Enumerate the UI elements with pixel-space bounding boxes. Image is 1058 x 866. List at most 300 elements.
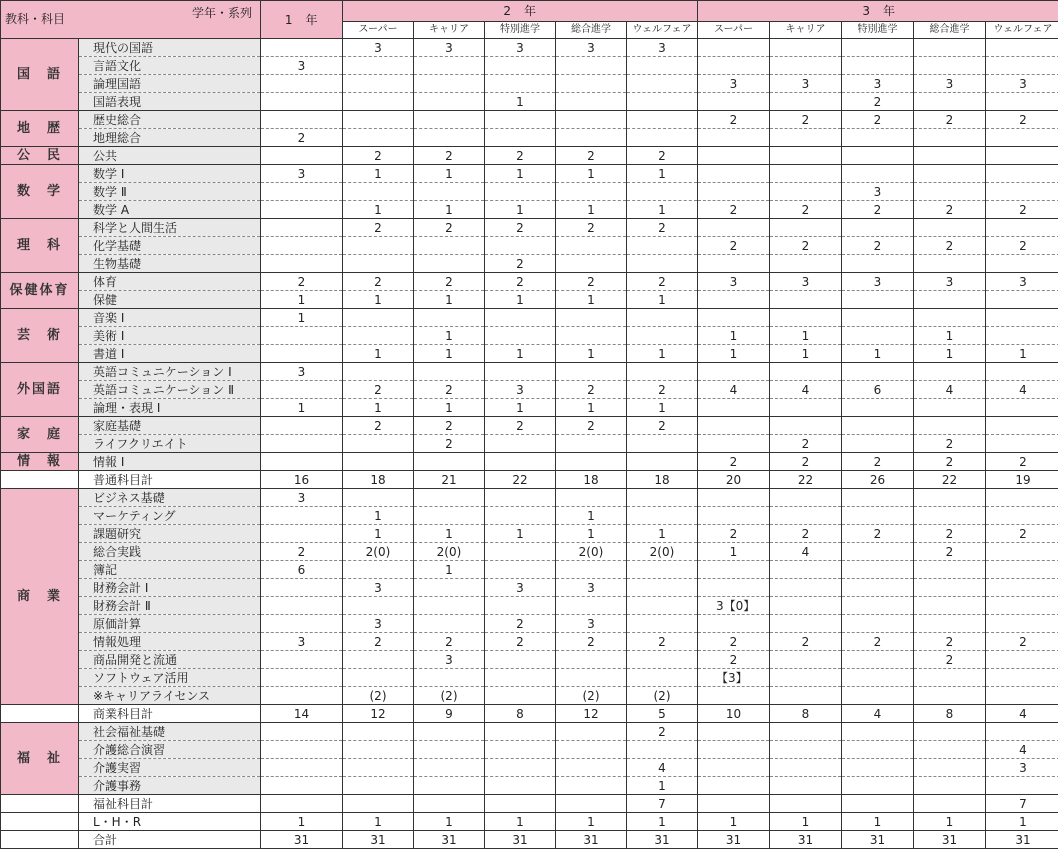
course-header: 総合進学 [914, 22, 986, 39]
hours-cell [770, 93, 842, 111]
hours-cell [414, 669, 485, 687]
hours-cell: 2 [842, 453, 914, 471]
table-row [1, 741, 1058, 759]
hours-cell [261, 255, 343, 273]
total-cell: 31 [343, 831, 414, 849]
total-cell: 1 [556, 813, 627, 831]
subject-cell: 音楽 Ⅰ [79, 309, 261, 327]
hours-cell [261, 327, 343, 345]
hours-cell: 2 [627, 417, 698, 435]
total-cell: 22 [770, 471, 842, 489]
hours-cell: 4 [770, 381, 842, 399]
hours-cell [842, 579, 914, 597]
hours-cell: 2 [556, 633, 627, 651]
curriculum-body [1, 39, 1058, 849]
hours-cell [485, 75, 556, 93]
hours-cell: 1 [485, 345, 556, 363]
subject-cell: 財務会計 Ⅰ [79, 579, 261, 597]
hours-cell [261, 39, 343, 57]
hours-cell [698, 39, 770, 57]
hours-cell: 3 [485, 39, 556, 57]
hours-cell [627, 129, 698, 147]
hours-cell: 2 [343, 417, 414, 435]
subject-cell: 原価計算 [79, 615, 261, 633]
hours-cell: 4 [986, 741, 1058, 759]
hours-cell: 2 [698, 201, 770, 219]
hours-cell [556, 489, 627, 507]
hours-cell [485, 237, 556, 255]
hours-cell [627, 327, 698, 345]
hours-cell [914, 39, 986, 57]
hours-cell: (2) [556, 687, 627, 705]
hours-cell: 3 [698, 75, 770, 93]
hours-cell [914, 417, 986, 435]
hours-cell [261, 597, 343, 615]
hours-cell [986, 219, 1058, 237]
hours-cell [842, 687, 914, 705]
hours-cell [914, 363, 986, 381]
hours-cell [556, 75, 627, 93]
total-cell: 31 [627, 831, 698, 849]
subject-cell: 科学と人間生活 [79, 219, 261, 237]
hours-cell [986, 183, 1058, 201]
hours-cell [556, 453, 627, 471]
category-cell: 情 報 [1, 453, 79, 471]
table-row [1, 615, 1058, 633]
category-cell: 福 祉 [1, 723, 79, 795]
hours-cell [698, 741, 770, 759]
hours-cell [627, 237, 698, 255]
hours-cell: 3 [261, 165, 343, 183]
hours-cell [698, 129, 770, 147]
hours-cell: 1 [414, 345, 485, 363]
hours-cell [842, 777, 914, 795]
hours-cell: 3 [556, 615, 627, 633]
hours-cell: 1 [414, 561, 485, 579]
table-row [1, 237, 1058, 255]
hours-cell [986, 165, 1058, 183]
hours-cell [770, 291, 842, 309]
hours-cell [556, 93, 627, 111]
hours-cell [842, 543, 914, 561]
year3-header: 3 年 [698, 1, 1058, 22]
hours-cell: 2 [914, 201, 986, 219]
category-cell: 地 歴 [1, 111, 79, 147]
hours-cell: 1 [627, 777, 698, 795]
table-row [1, 129, 1058, 147]
hours-cell: 2 [627, 381, 698, 399]
table-row [1, 723, 1058, 741]
table-row [1, 399, 1058, 417]
hours-cell: 4 [627, 759, 698, 777]
hours-cell [627, 93, 698, 111]
hours-cell [485, 453, 556, 471]
hours-cell: 2(0) [627, 543, 698, 561]
total-cell: 26 [842, 471, 914, 489]
hours-cell: 2 [343, 219, 414, 237]
hours-cell [343, 741, 414, 759]
hours-cell [770, 57, 842, 75]
grade-header-label: 学年・系列 [191, 6, 252, 20]
hours-cell [343, 777, 414, 795]
hours-cell [261, 687, 343, 705]
hours-cell: 2 [485, 615, 556, 633]
hours-cell [414, 489, 485, 507]
subject-cell: 課題研究 [79, 525, 261, 543]
hours-cell [914, 687, 986, 705]
total-cell: 1 [414, 813, 485, 831]
total-cell: 8 [485, 705, 556, 723]
hours-cell [914, 615, 986, 633]
hours-cell: 3 [414, 39, 485, 57]
hours-cell: 1 [343, 345, 414, 363]
table-row [1, 633, 1058, 651]
hours-cell [261, 219, 343, 237]
hours-cell: 2 [485, 147, 556, 165]
total-cell: 22 [485, 471, 556, 489]
hours-cell: 2 [556, 219, 627, 237]
table-row [1, 165, 1058, 183]
hours-cell [556, 111, 627, 129]
hours-cell [627, 507, 698, 525]
hours-cell [986, 363, 1058, 381]
hours-cell [261, 111, 343, 129]
hours-cell: 1 [485, 201, 556, 219]
total-row [1, 831, 1058, 849]
table-row [1, 543, 1058, 561]
hours-cell [914, 183, 986, 201]
hours-cell: 2 [770, 525, 842, 543]
total-cell: 8 [914, 705, 986, 723]
hours-cell: 1 [627, 291, 698, 309]
hours-cell: 1 [485, 399, 556, 417]
hours-cell: 1 [627, 399, 698, 417]
hours-cell [261, 183, 343, 201]
hours-cell [698, 363, 770, 381]
hours-cell [914, 129, 986, 147]
corner-header [1, 1, 261, 39]
total-cell: 22 [914, 471, 986, 489]
subject-cell: 言語文化 [79, 57, 261, 75]
hours-cell [261, 435, 343, 453]
course-header: キャリア [414, 22, 485, 39]
hours-cell [343, 489, 414, 507]
hours-cell [343, 93, 414, 111]
hours-cell: 1 [343, 507, 414, 525]
hours-cell [414, 57, 485, 75]
hours-cell [414, 723, 485, 741]
subject-cell: 総合実践 [79, 543, 261, 561]
hours-cell: 2 [986, 453, 1058, 471]
total-spacer [1, 795, 79, 813]
table-row [1, 417, 1058, 435]
hours-cell: 1 [770, 327, 842, 345]
hours-cell: 2 [986, 237, 1058, 255]
hours-cell [261, 201, 343, 219]
hours-cell [261, 651, 343, 669]
hours-cell [485, 651, 556, 669]
hours-cell [914, 669, 986, 687]
subject-cell: 情報処理 [79, 633, 261, 651]
table-row [1, 255, 1058, 273]
hours-cell [914, 723, 986, 741]
hours-cell: 1 [485, 165, 556, 183]
total-label: L・H・R [79, 813, 261, 831]
hours-cell [698, 255, 770, 273]
hours-cell [770, 615, 842, 633]
hours-cell: 2 [698, 651, 770, 669]
hours-cell: 2 [343, 633, 414, 651]
total-cell: 18 [627, 471, 698, 489]
hours-cell [556, 723, 627, 741]
hours-cell [914, 759, 986, 777]
total-cell: 1 [343, 813, 414, 831]
hours-cell [770, 777, 842, 795]
hours-cell [770, 39, 842, 57]
hours-cell [986, 669, 1058, 687]
hours-cell [261, 777, 343, 795]
hours-cell: 2 [698, 453, 770, 471]
total-cell: 5 [627, 705, 698, 723]
hours-cell [627, 579, 698, 597]
hours-cell [627, 363, 698, 381]
hours-cell [842, 507, 914, 525]
hours-cell [914, 219, 986, 237]
hours-cell: 1 [914, 345, 986, 363]
total-spacer [1, 813, 79, 831]
hours-cell [261, 525, 343, 543]
subject-cell: 生物基礎 [79, 255, 261, 273]
hours-cell [914, 165, 986, 183]
hours-cell: 3 [261, 363, 343, 381]
hours-cell: 1 [556, 291, 627, 309]
hours-cell [698, 183, 770, 201]
hours-cell [986, 489, 1058, 507]
table-row [1, 579, 1058, 597]
hours-cell: 2 [414, 147, 485, 165]
hours-cell [914, 147, 986, 165]
hours-cell: 2 [343, 381, 414, 399]
total-cell: 12 [343, 705, 414, 723]
subject-cell: 保健 [79, 291, 261, 309]
hours-cell [627, 561, 698, 579]
total-row [1, 795, 1058, 813]
hours-cell: 2 [914, 111, 986, 129]
total-cell: 4 [986, 705, 1058, 723]
hours-cell [842, 759, 914, 777]
table-row [1, 183, 1058, 201]
hours-cell: (2) [414, 687, 485, 705]
total-cell: 31 [261, 831, 343, 849]
hours-cell [842, 165, 914, 183]
hours-cell: 1 [343, 165, 414, 183]
hours-cell: 2 [986, 111, 1058, 129]
hours-cell [770, 669, 842, 687]
total-cell: 1 [842, 813, 914, 831]
hours-cell [698, 309, 770, 327]
hours-cell [698, 579, 770, 597]
table-row [1, 435, 1058, 453]
hours-cell: 2 [986, 525, 1058, 543]
total-cell: 7 [627, 795, 698, 813]
hours-cell: 1 [343, 201, 414, 219]
total-cell: 1 [986, 813, 1058, 831]
hours-cell [343, 723, 414, 741]
hours-cell: 1 [556, 507, 627, 525]
hours-cell [770, 165, 842, 183]
table-row [1, 381, 1058, 399]
hours-cell: 1 [698, 327, 770, 345]
hours-cell [914, 561, 986, 579]
hours-cell [343, 327, 414, 345]
total-cell: 1 [485, 813, 556, 831]
hours-cell [556, 183, 627, 201]
hours-cell [986, 39, 1058, 57]
hours-cell [770, 363, 842, 381]
hours-cell [556, 597, 627, 615]
hours-cell [485, 741, 556, 759]
hours-cell [261, 147, 343, 165]
hours-cell [698, 687, 770, 705]
subject-cell: 数学 A [79, 201, 261, 219]
hours-cell: 【3】 [698, 669, 770, 687]
total-cell [343, 795, 414, 813]
subject-cell: 介護実習 [79, 759, 261, 777]
hours-cell: 2 [770, 111, 842, 129]
hours-cell [986, 615, 1058, 633]
hours-cell [842, 597, 914, 615]
hours-cell [986, 327, 1058, 345]
hours-cell [698, 777, 770, 795]
hours-cell: 1 [414, 165, 485, 183]
hours-cell [770, 687, 842, 705]
total-cell: 7 [986, 795, 1058, 813]
hours-cell [343, 129, 414, 147]
hours-cell [698, 435, 770, 453]
hours-cell [698, 489, 770, 507]
hours-cell [261, 453, 343, 471]
hours-cell: 3 [914, 75, 986, 93]
hours-cell [914, 291, 986, 309]
hours-cell [842, 363, 914, 381]
subject-cell: 家庭基礎 [79, 417, 261, 435]
hours-cell [842, 147, 914, 165]
total-spacer [1, 471, 79, 489]
hours-cell [627, 435, 698, 453]
hours-cell [261, 669, 343, 687]
hours-cell: 2 [770, 201, 842, 219]
hours-cell: 1 [414, 291, 485, 309]
hours-cell [414, 777, 485, 795]
hours-cell: 4 [986, 381, 1058, 399]
subject-cell: マーケティング [79, 507, 261, 525]
hours-cell [770, 651, 842, 669]
hours-cell [914, 399, 986, 417]
total-cell [556, 795, 627, 813]
hours-cell [414, 741, 485, 759]
total-cell: 16 [261, 471, 343, 489]
total-cell: 12 [556, 705, 627, 723]
subject-cell: ※キャリアライセンス [79, 687, 261, 705]
table-row [1, 345, 1058, 363]
hours-cell: 1 [556, 525, 627, 543]
hours-cell [414, 759, 485, 777]
hours-cell: 3 [485, 579, 556, 597]
hours-cell [770, 417, 842, 435]
hours-cell [842, 327, 914, 345]
hours-cell [698, 561, 770, 579]
total-cell [698, 795, 770, 813]
hours-cell: 2 [627, 633, 698, 651]
hours-cell: 2 [485, 219, 556, 237]
category-cell: 国 語 [1, 39, 79, 111]
hours-cell: 2 [698, 525, 770, 543]
table-row [1, 669, 1058, 687]
hours-cell: 2 [556, 147, 627, 165]
subject-cell: 地理総合 [79, 129, 261, 147]
hours-cell [485, 597, 556, 615]
hours-cell [343, 759, 414, 777]
hours-cell [914, 507, 986, 525]
hours-cell [414, 615, 485, 633]
hours-cell [770, 507, 842, 525]
hours-cell: 1 [343, 525, 414, 543]
hours-cell: 3 [842, 75, 914, 93]
hours-cell: 4 [770, 543, 842, 561]
hours-cell: 1 [556, 201, 627, 219]
table-row [1, 777, 1058, 795]
hours-cell: 3 [986, 273, 1058, 291]
hours-cell [842, 309, 914, 327]
hours-cell [770, 309, 842, 327]
table-row [1, 597, 1058, 615]
hours-cell: 3【0】 [698, 597, 770, 615]
hours-cell [627, 183, 698, 201]
total-cell [414, 795, 485, 813]
hours-cell [770, 255, 842, 273]
category-cell: 芸 術 [1, 309, 79, 363]
hours-cell [842, 219, 914, 237]
hours-cell: 6 [842, 381, 914, 399]
hours-cell: 3 [986, 75, 1058, 93]
total-spacer [1, 705, 79, 723]
hours-cell [914, 777, 986, 795]
hours-cell [914, 489, 986, 507]
hours-cell: 2 [770, 453, 842, 471]
hours-cell: 1 [556, 165, 627, 183]
hours-cell [556, 651, 627, 669]
hours-cell: 3 [261, 633, 343, 651]
subject-cell: 財務会計 Ⅱ [79, 597, 261, 615]
hours-cell [261, 723, 343, 741]
hours-cell [770, 579, 842, 597]
hours-cell [842, 417, 914, 435]
category-cell: 家 庭 [1, 417, 79, 453]
total-cell: 1 [914, 813, 986, 831]
hours-cell: 4 [914, 381, 986, 399]
hours-cell: 2 [414, 633, 485, 651]
hours-cell: 2 [914, 543, 986, 561]
total-cell: 14 [261, 705, 343, 723]
course-header: スーパー [698, 22, 770, 39]
table-row [1, 75, 1058, 93]
hours-cell: 3 [414, 651, 485, 669]
hours-cell [986, 57, 1058, 75]
total-cell: 21 [414, 471, 485, 489]
hours-cell [842, 489, 914, 507]
hours-cell: 2 [698, 633, 770, 651]
hours-cell [414, 453, 485, 471]
